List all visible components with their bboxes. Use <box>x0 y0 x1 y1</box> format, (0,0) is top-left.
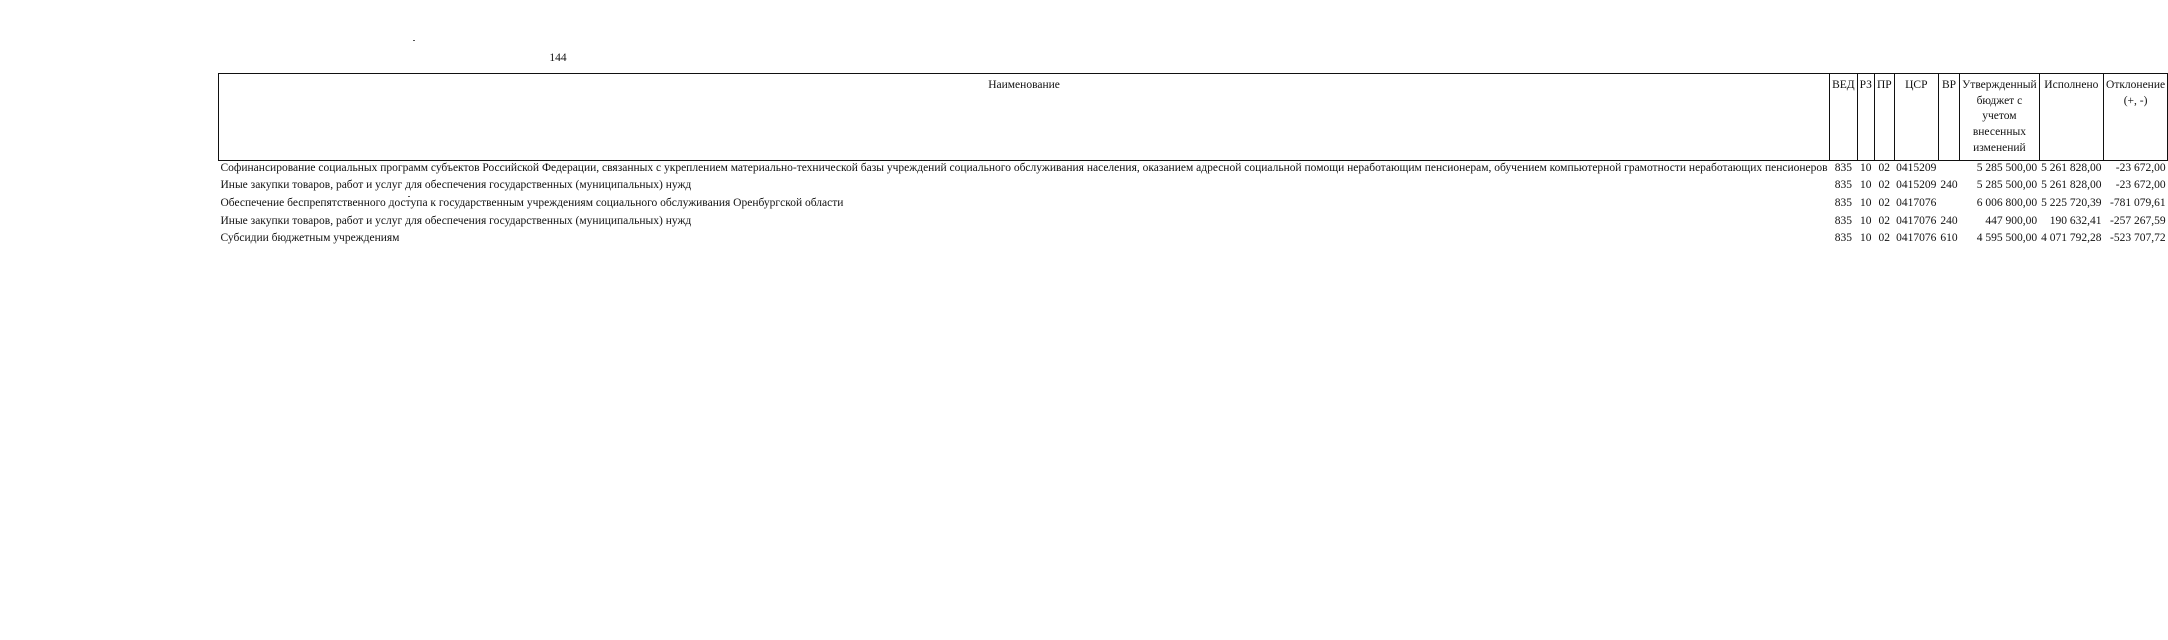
row-vr <box>1938 160 1959 178</box>
row-csr: 0415209 <box>1896 179 1937 192</box>
row-name: Иные закупки товаров, работ и услуг для обеспечения государственных (муниципальных) нужд <box>220 214 692 227</box>
table-row <box>219 160 2168 178</box>
header-deviation: Отклонение (+, -) <box>2104 74 2168 161</box>
row-vr: 610 <box>1940 232 1958 245</box>
row-name: Субсидии бюджетным учреждениям <box>220 232 400 245</box>
row-approved: 5 285 500,00 <box>1976 161 2038 174</box>
row-executed: 190 632,41 <box>2049 214 2102 227</box>
row-rz: 10 <box>1860 232 1872 245</box>
header-ved: ВЕД <box>1830 74 1858 161</box>
row-pr: 02 <box>1878 179 1891 192</box>
row-executed: 4 071 792,28 <box>2041 232 2102 245</box>
row-csr: 0417076 <box>1896 214 1937 227</box>
row-deviation: -257 267,59 <box>2110 214 2166 227</box>
row-rz: 10 <box>1860 214 1872 227</box>
header-approved: Утвержденный бюджет с учетом внесенных изменений <box>1960 74 2039 161</box>
row-rz: 10 <box>1860 179 1872 192</box>
table-row <box>219 196 2168 214</box>
row-approved: 6 006 800,00 <box>1976 196 2038 209</box>
header-rz: РЗ <box>1857 74 1874 161</box>
row-vr: 240 <box>1940 179 1958 192</box>
row-deviation: -781 079,61 <box>2110 196 2166 209</box>
header-vr: ВР <box>1938 74 1959 161</box>
table-row <box>219 214 2168 232</box>
row-ved: 835 <box>1834 214 1852 227</box>
row-rz: 10 <box>1860 196 1872 209</box>
row-ved: 835 <box>1834 196 1852 209</box>
row-ved: 835 <box>1834 161 1852 174</box>
row-vr <box>1938 196 1959 214</box>
header-executed: Исполнено <box>2039 74 2103 161</box>
row-csr: 0417076 <box>1896 232 1937 245</box>
row-ved: 835 <box>1834 232 1852 245</box>
row-name: Иные закупки товаров, работ и услуг для обеспечения государственных (муниципальных) нужд <box>220 179 692 192</box>
row-name: Обеспечение беспрепятственного доступа к государственным учреждениям социального обслуживания Оренбургской области <box>220 196 844 209</box>
row-pr: 02 <box>1878 214 1891 227</box>
row-deviation: -23 672,00 <box>2115 179 2166 192</box>
row-csr: 0415209 <box>1896 161 1937 174</box>
table-row <box>219 231 2168 249</box>
row-approved: 447 900,00 <box>1985 214 2038 227</box>
row-name: Софинансирование социальных программ субъектов Российской Федерации, связанных с укреплением материально-технической базы учреждений социального обслуживания населения, оказанием адресной социальной помощи неработающим пенсионерам, обучением компьютерной грамотности неработающих пенсионеров <box>220 161 1828 174</box>
table-row <box>219 178 2168 196</box>
budget-table <box>218 73 2168 249</box>
row-pr: 02 <box>1878 196 1891 209</box>
row-csr: 0417076 <box>1896 196 1937 209</box>
header-pr: ПР <box>1874 74 1894 161</box>
row-deviation: -23 672,00 <box>2115 161 2166 174</box>
row-pr: 02 <box>1878 161 1891 174</box>
header-name: Наименование <box>219 74 1830 161</box>
row-approved: 4 595 500,00 <box>1976 232 2038 245</box>
row-ved: 835 <box>1834 179 1852 192</box>
row-vr: 240 <box>1940 214 1958 227</box>
row-approved: 5 285 500,00 <box>1976 179 2038 192</box>
row-executed: 5 261 828,00 <box>2041 161 2102 174</box>
row-pr: 02 <box>1878 232 1891 245</box>
table-header-row <box>219 74 2168 161</box>
row-deviation: -523 707,72 <box>2110 232 2166 245</box>
header-csr: ЦСР <box>1894 74 1938 161</box>
row-executed: 5 225 720,39 <box>2041 196 2102 209</box>
row-rz: 10 <box>1860 161 1872 174</box>
row-executed: 5 261 828,00 <box>2041 179 2102 192</box>
page-number: 144 <box>549 52 567 64</box>
scan-speck <box>413 40 415 41</box>
